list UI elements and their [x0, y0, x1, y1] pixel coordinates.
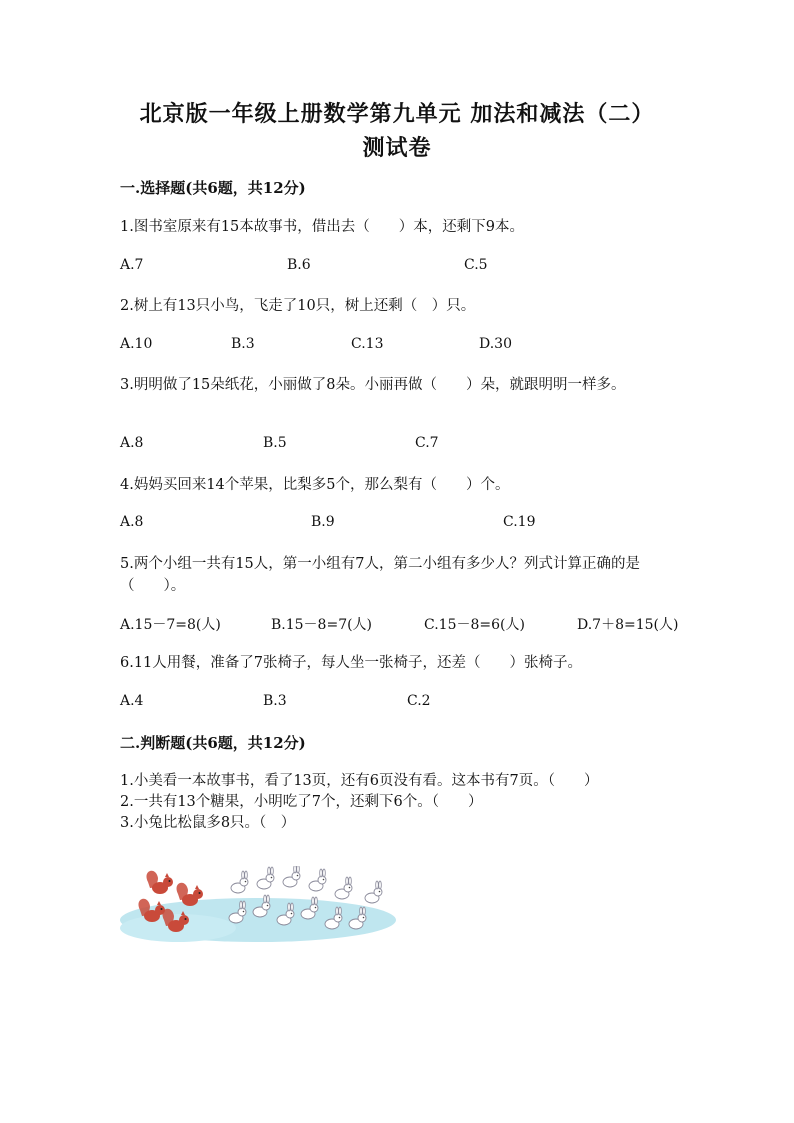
judgement-1: 1.小美看一本故事书，看了13页，还有6页没有看。这本书有7页。（ ）	[120, 773, 599, 789]
question-2: 2.树上有13只小鸟，飞走了10只，树上还剩（ ）只。	[120, 298, 476, 314]
options-1	[120, 257, 700, 277]
squirrels-rabbits-illustration	[118, 866, 398, 944]
option-b: B.15－8=7(人)	[271, 617, 373, 633]
squirrel-icon	[147, 871, 173, 894]
section-heading-judgement: 二.判断题(共6题，共12分)	[120, 734, 306, 752]
rabbit-icon	[365, 881, 382, 903]
judgement-3: 3.小兔比松鼠多8只。（ ）	[120, 815, 296, 831]
option-d: D.7＋8=15(人)	[577, 617, 679, 633]
option-b: B.6	[287, 257, 311, 273]
option-c: C.7	[415, 435, 439, 451]
option-a: A.15－7=8(人)	[120, 617, 221, 633]
option-a: A.8	[120, 435, 144, 451]
rabbit-icon	[309, 869, 326, 891]
options-6	[120, 693, 700, 713]
option-b: B.3	[263, 693, 287, 709]
option-c: C.13	[351, 336, 384, 352]
question-3: 3.明明做了15朵纸花，小丽做了8朵。小丽再做（ ）朵，就跟明明一样多。	[120, 377, 626, 393]
options-5	[120, 614, 700, 634]
option-c: C.2	[407, 693, 431, 709]
option-c: C.5	[464, 257, 488, 273]
option-c: C.15－8=6(人)	[424, 617, 525, 633]
option-a: A.4	[120, 693, 144, 709]
option-a: A.7	[120, 257, 144, 273]
rabbit-icon	[335, 877, 352, 899]
rabbit-icon	[283, 866, 300, 887]
rabbit-icon	[257, 867, 274, 889]
option-d: D.30	[479, 336, 512, 352]
option-b: B.5	[263, 435, 287, 451]
page-subtitle: 测试卷	[362, 135, 432, 161]
rabbit-icon	[231, 871, 248, 893]
section-heading-choice: 一.选择题(共6题，共12分)	[120, 179, 306, 197]
options-4	[120, 514, 700, 534]
option-a: A.8	[120, 514, 144, 530]
question-4: 4.妈妈买回来14个苹果，比梨多5个，那么梨有（ ）个。	[120, 477, 510, 493]
option-b: B.3	[231, 336, 255, 352]
question-6: 6.11人用餐，准备了7张椅子，每人坐一张椅子，还差（ ）张椅子。	[120, 655, 583, 671]
question-1: 1.图书室原来有15本故事书，借出去（ ）本，还剩下9本。	[120, 219, 525, 235]
judgement-2: 2.一共有13个糖果，小明吃了7个，还剩下6个。（ ）	[120, 794, 483, 810]
options-3	[120, 435, 700, 455]
option-c: C.19	[503, 514, 536, 530]
option-b: B.9	[311, 514, 335, 530]
question-5: 5.两个小组一共有15人，第一小组有7人，第二小组有多少人？列式计算正确的是（ ）。	[120, 556, 641, 594]
option-a: A.10	[120, 336, 153, 352]
page-title: 北京版一年级上册数学第九单元 加法和减法（二）	[139, 101, 655, 127]
options-2	[120, 336, 700, 356]
